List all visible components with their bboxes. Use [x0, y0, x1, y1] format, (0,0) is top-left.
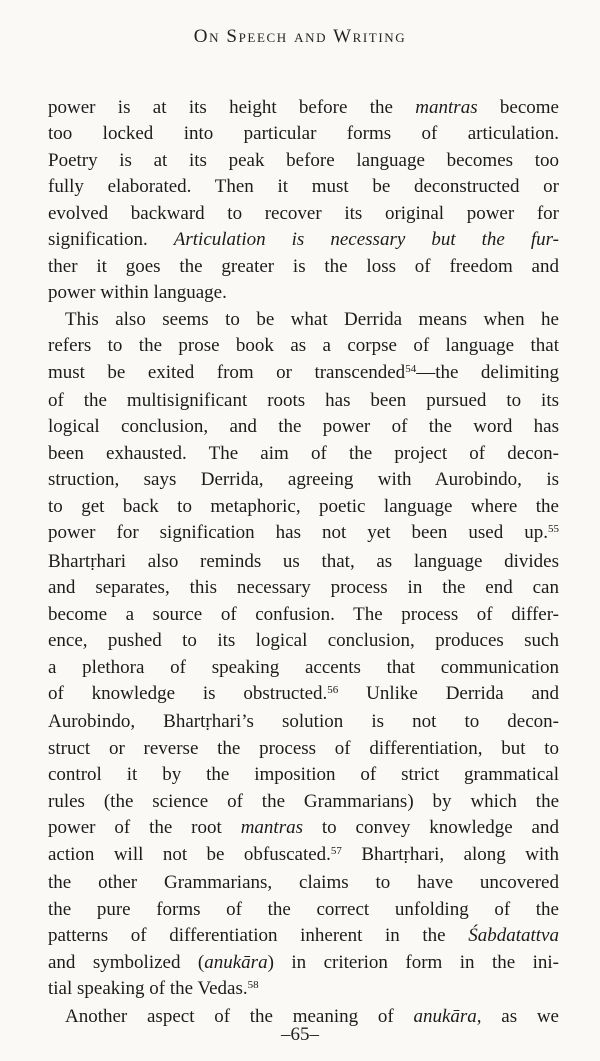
footnote-ref: 55 [548, 523, 559, 536]
text-line: refers to the prose book as a corpse of language that [48, 335, 559, 357]
text-line: evolved backward to recover its original power for [48, 202, 559, 224]
text-line: control it by the imposition of strict grammatical [48, 764, 559, 786]
italic-term: mantras [415, 97, 478, 118]
footnote-ref: 54 [405, 362, 417, 375]
text-line: power is at its height before the mantras become [48, 97, 559, 118]
text-line: patterns of differentiation inherent in the Śabdatattva [48, 925, 559, 947]
text-line: Bhartṛhari also reminds us that, as language divides [48, 550, 559, 572]
text-line: of the multisignificant roots has been pursued to its [48, 389, 559, 411]
italic-term: Śabdatattva [468, 925, 559, 947]
text-line: of knowledge is obstructed.$^{56}$ Unlike Derrida and [48, 682, 559, 704]
text-line: rules (the science of the Grammarians) by which the [48, 790, 559, 812]
text-line: struct or reverse the process of differentiation, but to [48, 737, 559, 759]
text-line: struction, says Derrida, agreeing with Aurobindo, is [48, 469, 559, 491]
text-line: action will not be obfuscated.$^{57}$ Bhartṛhari, along with [48, 843, 559, 865]
text-line: tial speaking of the Vedas.$^{58}$ [48, 977, 259, 999]
running-header: On Speech and Writing [193, 26, 407, 47]
footnote-ref: 56 [327, 683, 339, 696]
paragraph [48, 95, 559, 307]
text-line: a plethora of speaking accents that communication [48, 656, 559, 678]
text-line: ence, pushed to its logical conclusion, produces such [48, 630, 559, 652]
text-line: Poetry is at its peak before language becomes too [48, 149, 559, 171]
page-body [48, 95, 559, 1031]
text-line: power for signification has not yet been used up.$^{55}$ [48, 522, 559, 544]
text-line: and symbolized (anukāra) in criterion form in the ini- [48, 951, 559, 973]
footnote-ref: 57 [330, 844, 342, 857]
text-line: logical conclusion, and the power of the word has [48, 416, 559, 438]
text-line: signification. Articulation is necessary but the fur- [48, 229, 559, 251]
text-line: power of the root mantras to convey knowledge and [48, 817, 559, 839]
text-line: must be exited from or transcended$^{54}$—the delimiting [48, 361, 559, 383]
italic-term: anukāra [413, 1006, 477, 1028]
text-line: This also seems to be what Derrida means when he [65, 308, 559, 330]
text-line: too locked into particular forms of articulation. [48, 123, 559, 145]
italic-term: anukāra [204, 951, 268, 973]
footnote-ref: 58 [247, 978, 259, 991]
paragraph [48, 307, 559, 1005]
text-line: ther it goes the greater is the loss of freedom and [48, 255, 559, 277]
text-line: been exhausted. The aim of the project of decon- [48, 442, 559, 464]
italic-term: mantras [240, 817, 303, 839]
text-line: the pure forms of the correct unfolding of the [48, 898, 559, 920]
text-line: to get back to metaphoric, poetic language where the [48, 495, 559, 517]
text-line: fully elaborated. Then it must be deconstructed or [48, 176, 559, 198]
text-line: Another aspect of the meaning of anukāra, as we [65, 1006, 559, 1028]
text-line: become a source of confusion. The process of differ- [48, 603, 559, 625]
italic-term: Articulation is necessary but the fur- [173, 229, 559, 251]
text-line: Aurobindo, Bhartṛhari’s solution is not to decon- [48, 711, 559, 733]
page-number: –65– [281, 1024, 319, 1045]
text-line: and separates, this necessary process in the end can [48, 577, 559, 599]
text-line: power within language. [48, 282, 227, 304]
text-line: the other Grammarians, claims to have uncovered [48, 872, 559, 894]
